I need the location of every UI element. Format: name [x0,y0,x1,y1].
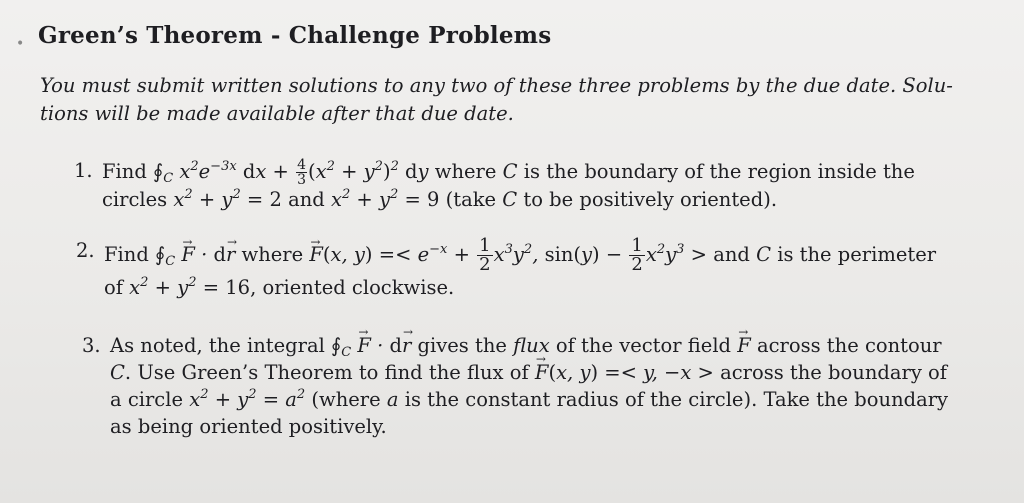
circle-equation-1: $x^2 + y^2 = 2$ [173,187,282,211]
problem-3-line-4: as being oriented positively. [110,415,387,438]
flux-word: flux [513,334,550,357]
problem-3 [82,332,962,440]
and-word: and [288,188,325,211]
take-word: (take [445,188,497,211]
problem-3-text-d: across the contour [756,334,942,357]
problem-3-text-e: . Use Green’s Theorem to find the flux of [124,361,529,384]
line-integral-expression: $∮_C$ $x^2e^{-3x}$ dx + $\frac{4}{3}$ $(x^2 + y^2)^2$ dy [153,157,429,188]
page-title: Green’s Theorem - Challenge Problems [38,22,552,49]
curve-symbol: C [756,243,771,266]
problem-2 [76,237,976,302]
radius-symbol: a [386,388,399,411]
problem-number: 3. [82,334,101,357]
orientation-text: , oriented clockwise. [250,276,455,299]
fraction-4-3: $\frac{4}{3}$ [297,157,307,188]
problem-3-text-f: across the boundary of [720,361,947,384]
problem-3-text-i: is the constant radius of the circle). Take the boundary [404,388,949,411]
fraction-1-2: $\frac{1}{2}$ [631,235,643,275]
intro-paragraph [40,72,990,128]
intro-line-1: You must submit written solutions to any two of these three problems by the due date. Solu- [40,74,953,97]
problem-number: 2. [76,239,95,262]
where-word: where [434,160,497,183]
fraction-1-2: $\frac{1}{2}$ [479,235,491,275]
problem-2-line-2 [104,274,976,302]
problem-3-text-h: (where [311,388,381,411]
problem-3-text-b: gives the [417,334,507,357]
perimeter-text: is the perimeter [777,243,937,266]
problem-3-text-a: As noted, the integral [110,334,325,357]
line-integral-expression: $∮_C \to F \cdot d\to r$ [331,334,411,357]
circle-equation: $x^2 + y^2 = a^2$ [189,387,306,411]
find-word: Find [104,243,149,266]
problem-3-text-g: a circle [110,388,184,411]
curve-symbol: C [110,361,125,384]
and-word: and [713,243,750,266]
curve-symbol: C [502,160,518,183]
problem-1 [74,158,974,212]
problem-3-body [110,332,962,440]
problem-1-body [102,158,974,212]
list-bullet: • [16,36,25,52]
of-word: of [104,276,123,299]
circle-equation-2: $x^2 + y^2 = 9$ [330,187,440,211]
orientation-text: to be positively oriented). [523,188,778,211]
vector-field-definition: → F(x, y) =< y, −x > [535,361,714,384]
problem-3-line-2 [110,359,962,386]
problem-number: 1. [74,159,93,182]
circle-equation: $x^2 + y^2 = 16$ [129,275,251,299]
intro-line-2: tions will be made available after that due date. [40,102,514,125]
find-word: Find [102,160,147,183]
problem-3-line-3 [110,386,962,413]
line-integral-expression: $∮_C \to F \cdot d\to r$ [155,243,235,266]
problem-1-line-1 [102,158,974,187]
problem-2-body [104,237,976,302]
circles-word: circles [102,188,168,211]
problem-1-text: is the boundary of the region inside the [523,160,915,183]
curve-symbol: C [502,188,518,211]
problem-1-line-2 [102,187,974,212]
vector-field-symbol: → F [737,334,751,357]
problem-2-line-1 [104,237,976,274]
vector-field-definition: → F(x, $y) =< e^{-x}$ + $\frac{1}{2}$ $x^3y^2$, sin(y) − $\frac{1}{2}$ $x^2y^3$ > [309,243,707,266]
problem-3-text-c: of the vector field [555,334,732,357]
where-word: where [241,243,304,266]
